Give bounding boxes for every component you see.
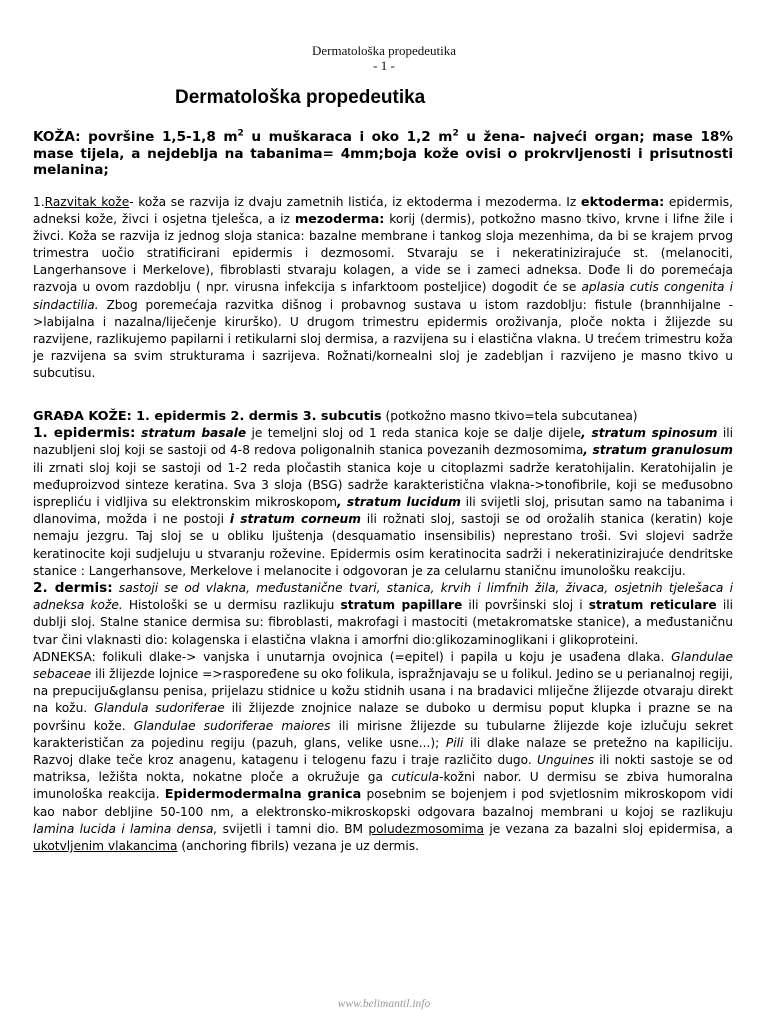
term-ukotvljenim-vlakancima: ukotvljenim vlakancima: [33, 839, 178, 854]
text-run: ili površinski sloj i: [462, 598, 589, 613]
superscript-2: 2: [237, 128, 244, 139]
term-aplasia: aplasia cutis congenita i sindactilia.: [33, 280, 733, 312]
term-ektoderma: ektoderma:: [580, 195, 665, 210]
koza-text-3: u žena- najveći organ; mase 18% mase tijela, a nejdeblja na tabanima= 4mm;boja kože ovisi o prokrvljenosti i prisutnosti melanina;: [33, 129, 733, 178]
subheading-dermis: 2. dermis:: [33, 580, 113, 597]
subheading-epidermis: 1. epidermis:: [33, 425, 136, 442]
section-heading-grada: GRAĐA KOŽE: 1. epidermis 2. dermis 3. subcutis: [33, 409, 382, 424]
term-stratum-papillare: stratum papillare: [340, 598, 463, 613]
text-run: - koža se razvija iz dvaju zametnih listića, iz ektoderma i mezoderma. Iz: [129, 195, 581, 209]
term-cuticula: cuticula: [391, 770, 440, 785]
text-run: ili svijetli sloj, prisutan samo na tabanima i dlanovima, možda i ne postoji: [33, 495, 733, 527]
section-number: 1.: [33, 195, 45, 209]
adneksa-text: ADNEKSA: folikuli dlake-> vanjska i unutarnja ovojnica (=epitel) i papila u koju je usađena dlaka.: [33, 649, 672, 664]
term-unguines: Unguines: [537, 753, 595, 768]
term-stratum-spinosum: , stratum spinosum: [581, 426, 718, 441]
text-run: ili rožnati sloj, sastoji se od orožalih stanica (keratin) koje nemaju jezgru. Taj sloj se u obliku ljuštenja (desquamatio insensibilis) neprestano troši. Svi slojevi sadrže keratinocite koji sudjeluju u stvaranju roževine. Epidermis osim keratinocita sadrži i nekeratinizirajuće dendritske stanice : Langerhansove, Merkelove i melanocite i odgovoran je za celularnu staničnu imunološku reakciju.: [33, 512, 733, 578]
skin-development-paragraph: [33, 194, 733, 382]
term-stratum-granulosum: , stratum granulosum: [583, 443, 733, 458]
term-glandula-sudoriferae: Glandula sudoriferae: [94, 701, 225, 716]
term-glandulae-sudoriferae-maiores: Glandulae sudoriferae maiores: [133, 718, 331, 733]
footer-watermark-url: www.belimantil.info: [337, 998, 431, 1010]
term-stratum-lucidum: , stratum lucidum: [337, 495, 461, 510]
term-stratum-basale: stratum basale: [135, 426, 247, 441]
superscript-2: 2: [452, 128, 459, 139]
term-mezoderma: mezoderma:: [294, 212, 385, 228]
term-lamina: lamina lucida i lamina densa,: [33, 821, 218, 836]
text-run: korij (dermis), potkožno masno tkivo, krvne i lifne žile i živci. Koža se razvija iz jednog sloja stanica: bazalne membrane i tankog sloja mezenhima, da bi se krajem prvog trimestra uočio stratificirani epidermis i dezmosomi. Stvaraju se i nekeratinizirajuće st. (melanociti, Langerhansove i Merkelove), fibroblasti stvaraju kolagen, a vide se i zameci adneksa. Dođe li do poremećaja razvoja u ovom razdoblju ( npr. virusna infekcija s infarktoom posteljice) dogodit će se: [33, 212, 733, 295]
text-run: Zbog poremećaja razvitka dišnog i probavnog sustava u istom razdoblju: fistule (brannhijalne ->labijalna i nazalna/liječenje kirurško). U drugom trimestru epidermis oroživanja, ploče nokta i žlijezde su razvijene, razlikujemo papilarni i retikularni sloj dermisa, a razvijena su i elastična vlakna. U trećem trimestru koža je razvijena sa svim strukturama i sazrijeva. Rožnati/kornealni sloj je zadebljan i razvijeno je masno tkivo u subcutisu.: [33, 297, 733, 380]
text-run: (potkožno masno tkivo=tela subcutanea): [381, 409, 638, 423]
dermis-definition: sastoji se od vlakna, međustanične tvari, stanica, krvih i limfnih žila, živaca, osjetnih tjelešaca i adneksa kože.: [33, 581, 733, 613]
text-run: ili žlijezde lojnice =>raspoređene su oko folikula, ispražnjavaju se u folikul. Jedino se u perianalnoj regiji, na prepuciju&glansu penisa, prijelazu stidnice u kožu stidnih usana i na bradavici mliječne žlijezde otvaraju direkt na kožu.: [33, 667, 733, 716]
text-run: ili dlake nalaze se pretežno na kapiliciju. Razvoj dlake teče kroz anagenu, katagenu i telogenu fazu i traje različito dugo.: [33, 735, 733, 768]
document-title: Dermatološka propedeutika: [175, 87, 426, 108]
text-run: epidermis, adneksi kože, živci i osjetna tjelešca, a iz: [33, 195, 733, 227]
text-run: Histološki se u dermisu razlikuju: [122, 598, 341, 613]
text-run: svijetli i tamni dio. BM: [217, 821, 369, 836]
text-run: ili zrnati sloj koji se sastoji od 1-2 reda pločastih stanica koje u citoplazmi sadrže keratohijalin. Keratohijalin je međuproizvod sinteze keratina. Sva 3 sloja (BSG) sadrže karakteristična vlakna->tonofibrile, koji se međusobno isprepliću i vidljiva su elektronskim mikroskopom: [33, 460, 733, 510]
text-run: ili žlijezde znojnice nalaze se duboko u dermisu poput klupka i prazne se na površinu kože.: [33, 701, 733, 733]
text-run: ili dublji sloj. Stalne stanice dermisa su: fibroblasti, makrofagi i mastociti (metakromatske stanice), a međustaničnu tvar čini vlaknasti dio: kolagenska i elastična vlakna i amorfni dio:glikozaminoglikani i glikoproteini.: [33, 598, 733, 647]
term-stratum-reticulare: stratum reticulare: [588, 598, 717, 613]
skin-intro-paragraph: [33, 129, 733, 179]
text-run: (anchoring fibrils) vezana je uz dermis.: [177, 839, 419, 854]
text-run: ili nazubljeni sloj koji se sastoji od 4-8 redova poligonalnih stanica povezanih dezmosomima: [33, 426, 733, 458]
text-run: posebnim se bojenjem i pod svjetlosnim mikroskopom vidi kao nabor debljine 50-100 nm, a elektronsko-mikroskopski odgovara bazalnoj membrani u kojoj se razlikuju: [33, 787, 733, 819]
term-glandulae-sebaceae: Glandulae sebaceae: [33, 649, 733, 682]
text-run: ili nokti sastoje se od matriksa, ležišta nokta, nokatne ploče a okružuje ga: [33, 753, 733, 785]
term-epidermodermalna-granica: Epidermodermalna granica: [164, 787, 362, 803]
text-run: -kožni nabor. U dermisu se zbiva humoralna imunološka reakcija.: [33, 770, 733, 802]
koza-text-2: u muškaraca i oko 1,2 m: [243, 129, 453, 145]
text-run: ili mirisne žlijezde su tubularne žlijezde koje izlučuju sekret karakterističan za pojedinu regiju (pazuh, glans, velike usne...);: [33, 718, 733, 750]
text-run: je temeljni sloj od 1 reda stanica koje se dalje dijele: [246, 426, 582, 441]
term-stratum-corneum: i stratum corneum: [229, 512, 361, 527]
text-run: je vezana za bazalni sloj epidermisa, a: [484, 821, 733, 836]
koza-text-1: KOŽA: površine 1,5-1,8 m: [33, 129, 238, 145]
section-heading-razvitak: Razvitak kože: [44, 195, 130, 209]
term-pili: Pili: [445, 735, 464, 750]
skin-structure-paragraph: [33, 408, 733, 855]
running-header-title: Dermatološka propedeutika: [311, 43, 457, 58]
term-poludezmosomima: poludezmosomima: [368, 821, 485, 836]
page-number: - 1 -: [373, 58, 395, 73]
